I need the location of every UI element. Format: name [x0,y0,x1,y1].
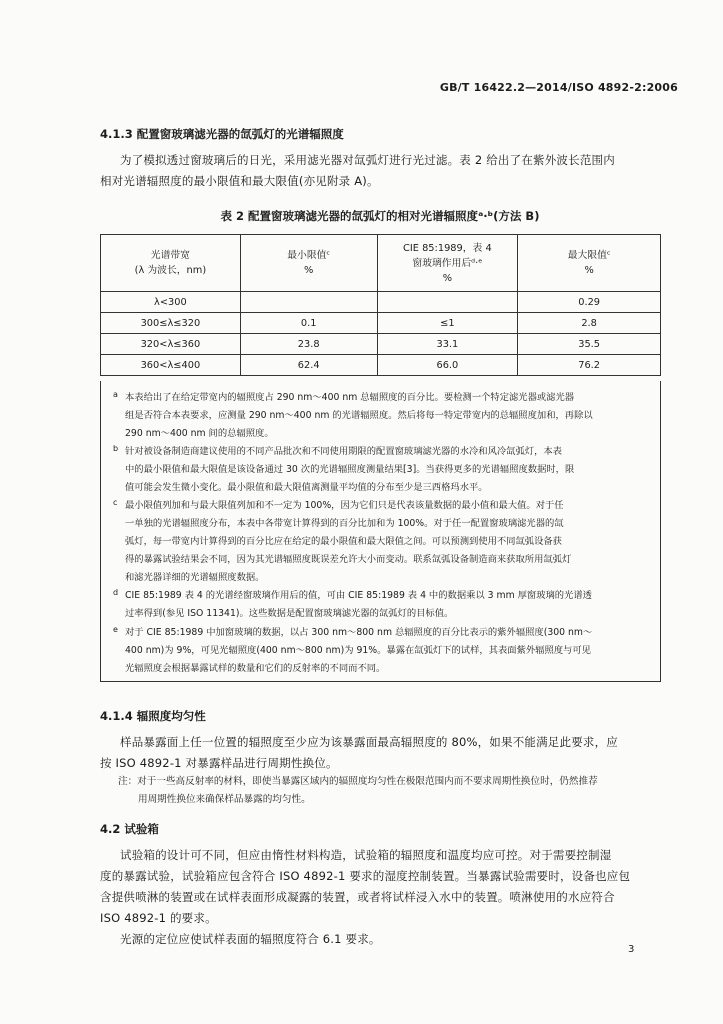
footnote-line: 对于 CIE 85:1989 中加窗玻璃的数据，以占 300 nm～800 nm 总辐照度的百分比表示的紫外辐照度(300 nm～ [125,627,593,638]
header-max-limit-line-2: % [584,265,594,276]
header-max-limit-line-1: 最大限值ᶜ [567,250,611,261]
table-cell: 300≤λ≤320 [101,313,241,334]
page-number: 3 [628,944,635,955]
table-row [101,313,661,334]
footnote-marker: d [113,588,119,597]
table-cell: 2.8 [518,313,661,334]
table-cell: λ<300 [101,292,241,313]
footnote-line: 组是否符合本表要求，应测量 290 nm～400 nm 的光谱辐照度。然后将每一特定带宽内的总辐照度加和，再除以 [125,410,593,421]
table-cell: 76.2 [518,355,661,376]
header-bandwidth [101,235,241,292]
header-min-limit-line-2: % [303,265,314,276]
footnote-line: 过率得到(参见 ISO 11341)。这些数据是配置窗玻璃滤光器的氙弧灯的目标值。 [125,608,454,619]
footnote-line: 最小限值列加和与最大限值列加和不一定为 100%，因为它们只是代表该量数据的最小值和最大值。对于任 [125,500,564,511]
section-4-1-4-note-2: 用周期性换位来确保样品暴露的均匀性。 [138,794,311,805]
table-cell: 23.8 [240,334,377,355]
table-cell: 33.1 [377,334,518,355]
table-row [101,334,661,355]
section-4-2-line-2: 度的暴露试验，试验箱应包含符合 ISO 4892-1 要求的湿度控制装置。当暴露试验需要时，设备也应包 [100,869,631,883]
section-4-1-4-line-2: 按 ISO 4892-1 对暴露样品进行周期性换位。 [100,756,338,770]
section-4-1-3-line-1: 为了模拟透过窗玻璃后的日光，采用滤光器对氙弧灯进行光过滤。表 2 给出了在紫外波长范围内 [120,153,615,167]
footnote-line: 值可能会发生微小变化。最小限值和最大限值离测量平均值的分布至少是三西格玛水平。 [125,482,488,493]
table-cell: 35.5 [518,334,661,355]
table-cell: 62.4 [240,355,377,376]
section-4-1-4-note-1: 注：对于一些高反射率的材料，即使当暴露区域内的辐照度均匀性在极限范围内而不要求周期性换位时，仍然推荐 [118,776,598,787]
table-cell: 0.29 [518,292,661,313]
section-4-1-4-title: 4.1.4 辐照度均匀性 [100,709,206,723]
table-row [101,292,661,313]
footnote-line: 290 nm～400 nm 间的总辐照度。 [125,428,274,439]
section-4-1-4-line-1: 样品暴露面上任一位置的辐照度至少应为该暴露面最高辐照度的 80%，如果不能满足此要求，应 [120,735,619,749]
section-4-1-3-line-2: 相对光谱辐照度的最小限值和最大限值(亦见附录 A)。 [100,174,379,188]
header-cie85 [377,235,518,292]
header-cie85-line-3: % [442,272,453,284]
table-header-row [101,235,661,292]
spectral-irradiance-table [100,234,661,376]
header-min-limit [240,235,377,292]
footnote-line: 光辐照度会根据暴露试样的数量和它们的反射率的不同而不同。 [125,663,386,674]
footnote-line: 中的最小限值和最大限值是该设备通过 30 次的光谱辐照度测量结果[3]。当获得更多的光谱辐照度数据时，限 [125,464,575,475]
table-footnotes [100,381,661,682]
table-cell: 66.0 [377,355,518,376]
footnote-line: 弧灯，每一带宽内计算得到的百分比应在给定的最小限值和最大限值之间。可以预测到使用不同氙弧设备获 [125,536,562,547]
footnote-marker: e [113,625,118,634]
footnote-line: CIE 85:1989 表 4 的光谱经窗玻璃作用后的值，可由 CIE 85:1989 表 4 中的数据乘以 3 mm 厚窗玻璃的光谱透 [125,590,592,601]
footnote-line: 本表给出了在给定带宽内的辐照度占 290 nm～400 nm 总辐照度的百分比。要检测一个特定滤光器或滤光器 [125,392,575,403]
table-cell: ≤1 [377,313,518,334]
footnote-line: 一单独的光谱辐照度分布，本表中各带宽计算得到的百分比加和为 100%。对于任一配置窗玻璃滤光器的氙 [125,518,564,529]
section-4-2-title: 4.2 试验箱 [100,822,159,836]
table-row [101,355,661,376]
header-cie85-line-2: 窗玻璃作用后ᵈ·ᵉ [412,257,483,269]
standard-header: GB/T 16422.2—2014/ISO 4892-2:2006 [439,81,678,94]
footnote-e [113,624,635,678]
footnote-marker: a [113,390,118,399]
footnote-line: 400 nm)为 9%，可见光辐照度(400 nm～800 nm)为 91%。暴露在氙弧灯下的试样，其表面紫外辐照度与可见 [125,645,591,656]
table-2-caption: 表 2 配置窗玻璃滤光器的氙弧灯的相对光谱辐照度ᵃ·ᵇ(方法 B) [220,209,540,223]
section-4-2-line-1: 试验箱的设计可不同，但应由惰性材料构造，试验箱的辐照度和温度均应可控。对于需要控制湿 [120,848,612,862]
table-cell: 360<λ≤400 [101,355,241,376]
footnote-a [113,389,635,443]
footnote-c [113,497,635,587]
header-cie85-line-1: CIE 85:1989，表 4 [403,242,492,254]
header-bandwidth-line-1: 光谱带宽 [150,250,190,261]
footnote-d [113,587,635,623]
table-cell [240,292,377,313]
footnote-line: 针对被设备制造商建议使用的不同产品批次和不同使用期限的配置窗玻璃滤光器的水冷和风冷氙弧灯，本表 [125,446,562,457]
header-max-limit [518,235,661,292]
footnote-b [113,443,635,497]
table-cell: 320<λ≤360 [101,334,241,355]
header-min-limit-line-1: 最小限值ᶜ [287,250,331,261]
footnote-marker: c [113,498,118,507]
footnote-marker: b [113,444,119,453]
table-cell [377,292,518,313]
section-4-2-line-3: 含提供喷淋的装置或在试样表面形成凝露的装置，或者将试样浸入水中的装置。喷淋使用的水应符合 [100,890,615,904]
section-4-1-3-title: 4.1.3 配置窗玻璃滤光器的氙弧灯的光谱辐照度 [100,127,344,141]
table-cell: 0.1 [240,313,377,334]
section-4-2-line-4: ISO 4892-1 的要求。 [100,911,217,925]
footnote-line: 得的暴露试验结果会不同，因为其光谱辐照度既误差允许大小而变动。联系氙弧设备制造商来获取所用氙弧灯 [125,554,572,565]
section-4-2-line-5: 光源的定位应使试样表面的辐照度符合 6.1 要求。 [120,932,381,946]
footnote-line: 和滤光器详细的光谱辐照度数据。 [125,572,265,583]
header-bandwidth-line-2: (λ 为波长，nm) [134,265,207,276]
